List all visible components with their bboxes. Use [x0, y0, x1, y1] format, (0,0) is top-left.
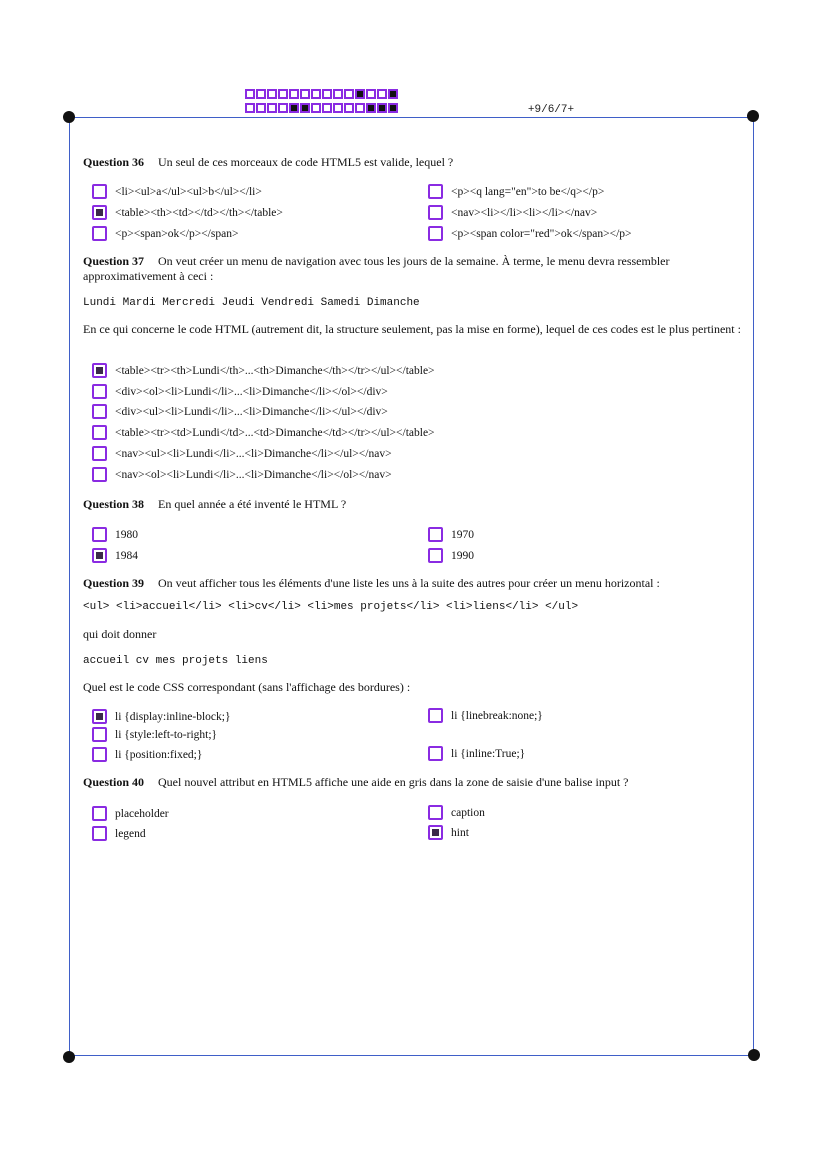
question-text: En quel année a été inventé le HTML ?: [158, 497, 347, 511]
answer-option[interactable]: [92, 404, 388, 419]
barcode-cell: [278, 103, 288, 113]
checkbox[interactable]: [92, 727, 107, 742]
barcode-cell: [355, 89, 365, 99]
answer-option[interactable]: [428, 746, 525, 761]
question-38: [83, 497, 346, 512]
option-label: <div><ol><li>Lundi</li>...<li>Dimanche</li></ol></div>: [115, 385, 388, 398]
barcode-cell: [289, 103, 299, 113]
checkbox[interactable]: [92, 747, 107, 762]
checkbox[interactable]: [428, 205, 443, 220]
checkbox[interactable]: [428, 746, 443, 761]
answer-option[interactable]: [92, 548, 138, 563]
corner-mark-bottom-right: [748, 1049, 760, 1061]
option-label: <table><tr><td>Lundi</td>...<td>Dimanche</td></tr></ul></table>: [115, 426, 435, 439]
answer-option[interactable]: [92, 184, 262, 199]
question-text-continued: En ce qui concerne le code HTML (autrement dit, la structure seulement, pas la mise en forme), lequel de ces codes est le plus pertinent :: [83, 322, 741, 336]
code-sample: <ul> <li>accueil</li> <li>cv</li> <li>mes projets</li> <li>liens</li> </ul>: [83, 601, 579, 613]
answer-option[interactable]: [92, 467, 392, 482]
checkbox[interactable]: [428, 708, 443, 723]
barcode-cell: [289, 89, 299, 99]
barcode-cell: [322, 103, 332, 113]
option-label: li {inline:True;}: [451, 747, 526, 760]
question-36: [83, 155, 453, 170]
option-label: legend: [115, 827, 146, 840]
option-label: li {display:inline-block;}: [115, 710, 231, 723]
barcode-cell: [300, 89, 310, 99]
barcode-row-1: [245, 89, 398, 99]
checkbox[interactable]: [92, 709, 107, 724]
checkbox[interactable]: [92, 806, 107, 821]
checkbox[interactable]: [92, 384, 107, 399]
option-label: <p><span color="red">ok</span></p>: [451, 227, 632, 240]
option-label: <div><ul><li>Lundi</li>...<li>Dimanche</li></ul></div>: [115, 405, 388, 418]
question-number: Question 39: [83, 576, 145, 590]
checkbox[interactable]: [92, 404, 107, 419]
corner-mark-top-right: [747, 110, 759, 122]
barcode-row-2: [245, 103, 398, 113]
question-text: Quel nouvel attribut en HTML5 affiche une aide en gris dans la zone de saisie d'une balise input ?: [158, 775, 629, 789]
barcode-cell: [322, 89, 332, 99]
checkbox[interactable]: [92, 363, 107, 378]
barcode-cell: [256, 103, 266, 113]
option-label: li {style:left-to-right;}: [115, 728, 218, 741]
option-label: 1970: [451, 528, 474, 541]
question-text: Un seul de ces morceaux de code HTML5 est valide, lequel ?: [158, 155, 454, 169]
answer-option[interactable]: [428, 205, 597, 220]
answer-option[interactable]: [92, 226, 238, 241]
code-sample: Lundi Mardi Mercredi Jeudi Vendredi Samedi Dimanche: [83, 297, 420, 309]
question-number: Question 37: [83, 254, 145, 268]
option-label: 1980: [115, 528, 138, 541]
barcode-cell: [300, 103, 310, 113]
question-37: [83, 254, 743, 284]
question-number: Question 38: [83, 497, 145, 511]
question-number: Question 36: [83, 155, 145, 169]
option-label: caption: [451, 806, 485, 819]
checkbox[interactable]: [92, 826, 107, 841]
barcode-cell: [245, 103, 255, 113]
barcode-cell: [377, 89, 387, 99]
answer-option[interactable]: [428, 548, 474, 563]
option-label: <p><q lang="en">to be</q></p>: [451, 185, 605, 198]
answer-option[interactable]: [92, 384, 388, 399]
answer-option[interactable]: [92, 747, 202, 762]
option-label: li {position:fixed;}: [115, 748, 203, 761]
answer-option[interactable]: [92, 205, 283, 220]
answer-option[interactable]: [428, 184, 604, 199]
sheet-id: +9/6/7+: [527, 104, 575, 116]
question-text: On veut créer un menu de navigation avec tous les jours de la semaine. À terme, le menu devra ressembler approximativement à ceci :: [83, 254, 670, 283]
answer-option[interactable]: [428, 805, 485, 820]
barcode-cell: [344, 89, 354, 99]
option-label: li {linebreak:none;}: [451, 709, 543, 722]
option-label: <li><ul>a</ul><ul>b</ul></li>: [115, 185, 262, 198]
answer-option[interactable]: [428, 825, 469, 840]
option-label: <nav><ul><li>Lundi</li>...<li>Dimanche</li></ul></nav>: [115, 447, 392, 460]
barcode-cell: [344, 103, 354, 113]
checkbox[interactable]: [92, 527, 107, 542]
answer-option[interactable]: [92, 363, 435, 378]
checkbox[interactable]: [92, 226, 107, 241]
option-label: hint: [451, 826, 469, 839]
answer-option[interactable]: [92, 527, 138, 542]
checkbox[interactable]: [428, 226, 443, 241]
barcode-cell: [355, 103, 365, 113]
checkbox[interactable]: [92, 184, 107, 199]
checkbox[interactable]: [428, 548, 443, 563]
barcode-cell: [267, 103, 277, 113]
answer-option[interactable]: [92, 709, 230, 724]
question-number: Question 40: [83, 775, 145, 789]
option-label: <nav><li></li><li></li></nav>: [451, 206, 598, 219]
answer-option[interactable]: [428, 226, 632, 241]
checkbox[interactable]: [428, 184, 443, 199]
barcode-cell: [333, 89, 343, 99]
code-sample-output: accueil cv mes projets liens: [83, 655, 268, 667]
question-39: [83, 576, 660, 591]
checkbox[interactable]: [92, 446, 107, 461]
barcode-cell: [256, 89, 266, 99]
checkbox[interactable]: [428, 825, 443, 840]
question-text-continued: Quel est le code CSS correspondant (sans l'affichage des bordures) :: [83, 680, 411, 694]
option-label: <table><th><td></td></th></table>: [115, 206, 283, 219]
option-label: 1990: [451, 549, 474, 562]
answer-option[interactable]: [428, 708, 543, 723]
question-40: [83, 775, 628, 790]
option-label: <nav><ol><li>Lundi</li>...<li>Dimanche</li></ol></nav>: [115, 468, 392, 481]
question-text: On veut afficher tous les éléments d'une liste les uns à la suite des autres pour créer un menu horizontal :: [158, 576, 660, 590]
barcode-cell: [311, 89, 321, 99]
corner-mark-top-left: [63, 111, 75, 123]
checkbox[interactable]: [92, 467, 107, 482]
barcode-cell: [366, 103, 376, 113]
answer-option[interactable]: [92, 425, 435, 440]
barcode-cell: [333, 103, 343, 113]
corner-mark-bottom-left: [63, 1051, 75, 1063]
checkbox[interactable]: [92, 548, 107, 563]
option-label: 1984: [115, 549, 138, 562]
answer-option[interactable]: [92, 826, 146, 841]
answer-option[interactable]: [428, 527, 474, 542]
barcode-cell: [267, 89, 277, 99]
barcode-cell: [388, 89, 398, 99]
barcode-cell: [388, 103, 398, 113]
checkbox[interactable]: [428, 527, 443, 542]
answer-option[interactable]: [92, 727, 217, 742]
answer-option[interactable]: [92, 806, 169, 821]
barcode-cell: [278, 89, 288, 99]
option-label: <table><tr><th>Lundi</th>...<th>Dimanche</th></tr></ul></table>: [115, 364, 435, 377]
barcode-cell: [245, 89, 255, 99]
question-text-continued: qui doit donner: [83, 627, 157, 641]
option-label: placeholder: [115, 807, 169, 820]
checkbox[interactable]: [92, 425, 107, 440]
barcode-cell: [366, 89, 376, 99]
barcode-cell: [311, 103, 321, 113]
answer-option[interactable]: [92, 446, 392, 461]
checkbox[interactable]: [428, 805, 443, 820]
barcode-cell: [377, 103, 387, 113]
checkbox[interactable]: [92, 205, 107, 220]
option-label: <p><span>ok</p></span>: [115, 227, 239, 240]
